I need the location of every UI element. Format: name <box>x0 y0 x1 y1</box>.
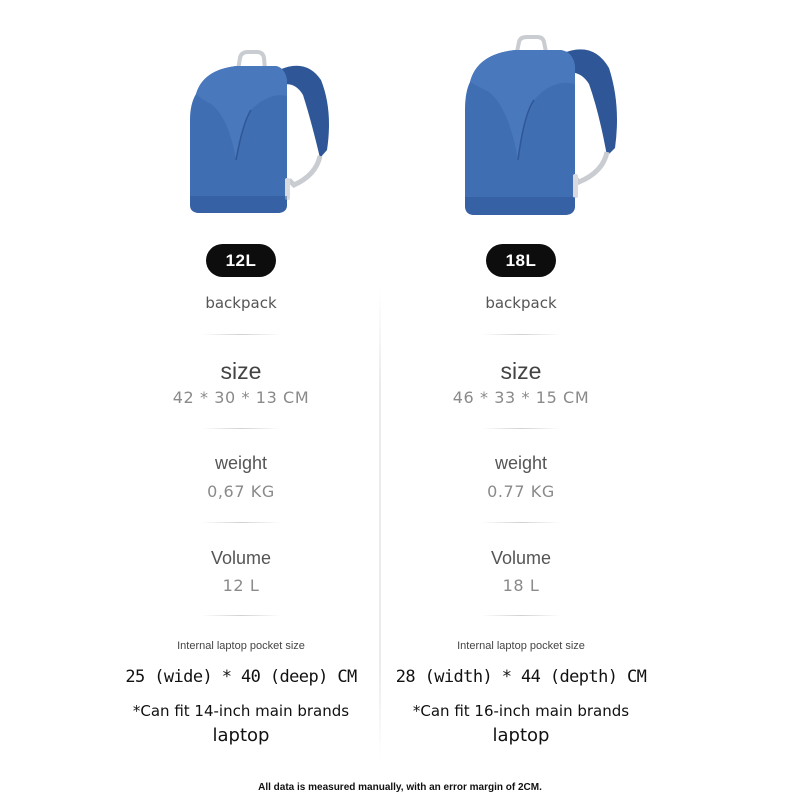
separator <box>481 522 561 523</box>
separator <box>481 428 561 429</box>
product-column-12l <box>101 0 381 770</box>
weight-label: weight <box>494 453 548 473</box>
capacity-badge: 18L <box>486 244 556 277</box>
separator <box>481 334 561 335</box>
separator <box>201 334 281 335</box>
pocket-size-value: 25 (wide) * 40 (deep) CM <box>125 667 357 687</box>
volume-label: Volume <box>490 548 552 568</box>
volume-value: 18 L <box>502 576 540 595</box>
weight-value: 0,67 KG <box>207 482 275 501</box>
pocket-size-value: 28 (width) * 44 (depth) CM <box>395 667 647 687</box>
weight-label: weight <box>214 453 268 473</box>
weight-value: 0.77 KG <box>487 482 555 501</box>
product-column-18l <box>381 0 661 770</box>
laptop-fit-note-cont: laptop <box>492 725 550 746</box>
separator <box>201 428 281 429</box>
volume-value: 12 L <box>222 576 260 595</box>
size-value: 46 * 33 * 15 CM <box>452 388 590 407</box>
backpack-12l-image <box>101 0 381 230</box>
volume-label: Volume <box>210 548 272 568</box>
size-value: 42 * 30 * 13 CM <box>172 388 310 407</box>
size-label: size <box>500 358 542 384</box>
product-kind: backpack <box>485 294 557 312</box>
backpack-18l-image <box>381 0 661 230</box>
separator <box>201 522 281 523</box>
laptop-fit-note: *Can fit 14-inch main brands <box>132 702 350 720</box>
pocket-size-label: Internal laptop pocket size <box>177 640 305 652</box>
laptop-fit-note: *Can fit 16-inch main brands <box>412 702 630 720</box>
measurement-footnote: All data is measured manually, with an error margin of 2CM. <box>258 782 542 793</box>
capacity-badge: 12L <box>206 244 276 277</box>
separator <box>481 615 561 616</box>
product-kind: backpack <box>205 294 277 312</box>
laptop-fit-note-cont: laptop <box>212 725 270 746</box>
separator <box>201 615 281 616</box>
pocket-size-label: Internal laptop pocket size <box>457 640 585 652</box>
size-label: size <box>220 358 262 384</box>
